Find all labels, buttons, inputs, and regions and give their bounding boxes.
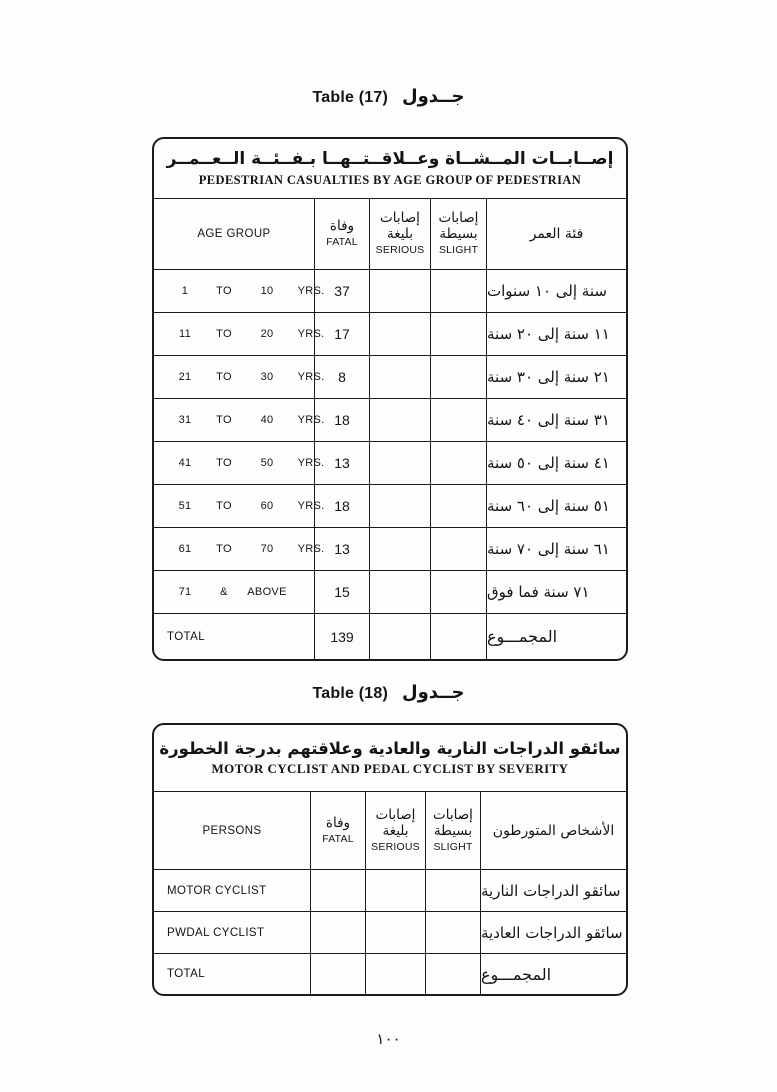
age-range-arabic: ٢١ سنة إلى ٣٠ سنة bbox=[486, 356, 626, 398]
fatal-value bbox=[310, 870, 365, 911]
fatal-value: 18 bbox=[314, 485, 369, 527]
table17-total-row bbox=[154, 613, 626, 659]
slight-value bbox=[430, 442, 486, 484]
table17-header-row bbox=[154, 198, 626, 269]
slight-value bbox=[430, 356, 486, 398]
slight-value bbox=[425, 870, 480, 911]
total-label-arabic: المجمـــوع bbox=[486, 614, 626, 659]
age-range: 11 TO 20 YRS. bbox=[178, 328, 325, 340]
serious-value bbox=[369, 313, 430, 355]
serious-value bbox=[369, 270, 430, 312]
age-range-arabic: ٥١ سنة إلى ٦٠ سنة bbox=[486, 485, 626, 527]
fatal-value: 17 bbox=[314, 313, 369, 355]
age-range: 41 TO 50 YRS. bbox=[178, 457, 325, 469]
page-number: ١٠٠ bbox=[376, 1030, 401, 1048]
serious-value bbox=[369, 442, 430, 484]
col-header-age-group: AGE GROUP bbox=[197, 228, 271, 240]
total-slight-value bbox=[430, 614, 486, 659]
table17-row-3 bbox=[154, 355, 626, 398]
slight-value bbox=[430, 270, 486, 312]
table18 bbox=[152, 723, 628, 996]
col-header-age-group-arabic: فئة العمر bbox=[486, 199, 626, 269]
total-slight-value bbox=[425, 954, 480, 994]
total-label-arabic: المجمـــوع bbox=[480, 954, 626, 994]
age-range: 61 TO 70 YRS. bbox=[178, 543, 325, 555]
age-range-arabic: ٤١ سنة إلى ٥٠ سنة bbox=[486, 442, 626, 484]
fatal-value: 8 bbox=[314, 356, 369, 398]
table17-row-5 bbox=[154, 441, 626, 484]
table17-row-8 bbox=[154, 570, 626, 613]
col-header-persons-arabic: الأشخاص المتورطون bbox=[480, 792, 626, 869]
table18-title-arabic: سائقو الدراجات النارية والعادية وعلاقتهم بدرجة الخطورة bbox=[159, 738, 621, 758]
table17 bbox=[152, 137, 628, 661]
col-header-slight: إصابات بسيطة SLIGHT bbox=[425, 792, 480, 869]
col-header-serious: إصابات بليغة SERIOUS bbox=[369, 199, 430, 269]
person-type-arabic: سائقو الدراجات النارية bbox=[480, 870, 626, 911]
age-range-arabic: ١١ سنة إلى ٢٠ سنة bbox=[486, 313, 626, 355]
slight-value bbox=[430, 313, 486, 355]
slight-value bbox=[430, 571, 486, 613]
fatal-value: 13 bbox=[314, 528, 369, 570]
person-type: PWDAL CYCLIST bbox=[167, 926, 265, 939]
fatal-value: 15 bbox=[314, 571, 369, 613]
serious-value bbox=[369, 528, 430, 570]
age-range-arabic: ٧١ سنة فما فوق bbox=[486, 571, 626, 613]
serious-value bbox=[365, 912, 425, 953]
table17-row-1 bbox=[154, 269, 626, 312]
col-header-serious: إصابات بليغة SERIOUS bbox=[365, 792, 425, 869]
table18-caption bbox=[0, 682, 777, 703]
table18-title-band bbox=[154, 725, 626, 791]
col-header-persons: PERSONS bbox=[202, 824, 262, 837]
age-range-arabic: سنة إلى ١٠ سنوات bbox=[486, 270, 626, 312]
total-serious-value bbox=[369, 614, 430, 659]
fatal-value: 13 bbox=[314, 442, 369, 484]
fatal-value: 37 bbox=[314, 270, 369, 312]
total-fatal-value bbox=[310, 954, 365, 994]
table18-row-2 bbox=[154, 911, 626, 953]
age-range: 51 TO 60 YRS. bbox=[178, 500, 325, 512]
table17-row-4 bbox=[154, 398, 626, 441]
age-range: 21 TO 30 YRS. bbox=[178, 371, 325, 383]
age-range: 31 TO 40 YRS. bbox=[178, 414, 325, 426]
age-range-arabic: ٣١ سنة إلى ٤٠ سنة bbox=[486, 399, 626, 441]
slight-value bbox=[430, 528, 486, 570]
total-fatal-value: 139 bbox=[314, 614, 369, 659]
table18-total-row bbox=[154, 953, 626, 994]
total-label: TOTAL bbox=[167, 968, 205, 980]
table17-row-6 bbox=[154, 484, 626, 527]
fatal-value bbox=[310, 912, 365, 953]
table18-row-1 bbox=[154, 869, 626, 911]
col-header-fatal: وفاة FATAL bbox=[314, 199, 369, 269]
table18-title-english: MOTOR CYCLIST AND PEDAL CYCLIST BY SEVERITY bbox=[211, 761, 569, 777]
table17-caption-en: Table (17) bbox=[312, 89, 388, 106]
age-range: 71 & ABOVE bbox=[178, 586, 287, 598]
table18-caption-ar: جــدول bbox=[402, 682, 465, 703]
table18-caption-en: Table (18) bbox=[312, 685, 388, 702]
age-range: 1 TO 10 YRS. bbox=[181, 285, 325, 297]
slight-value bbox=[430, 399, 486, 441]
serious-value bbox=[369, 356, 430, 398]
col-header-fatal: وفاة FATAL bbox=[310, 792, 365, 869]
serious-value bbox=[365, 870, 425, 911]
fatal-value: 18 bbox=[314, 399, 369, 441]
table17-title-arabic: إصــابــات المــشــاة وعــلاقــتــهــا بـفــئــة الــعــمــر bbox=[166, 149, 614, 170]
slight-value bbox=[425, 912, 480, 953]
serious-value bbox=[369, 485, 430, 527]
person-type: MOTOR CYCLIST bbox=[167, 884, 267, 897]
table17-title-english: PEDESTRIAN CASUALTIES BY AGE GROUP OF PEDESTRIAN bbox=[198, 172, 582, 187]
total-label: TOTAL bbox=[167, 630, 205, 643]
col-header-slight: إصابات بسيطة SLIGHT bbox=[430, 199, 486, 269]
serious-value bbox=[369, 399, 430, 441]
age-range-arabic: ٦١ سنة إلى ٧٠ سنة bbox=[486, 528, 626, 570]
table17-title-band bbox=[154, 139, 626, 198]
slight-value bbox=[430, 485, 486, 527]
table17-row-7 bbox=[154, 527, 626, 570]
person-type-arabic: سائقو الدراجات العادية bbox=[480, 912, 626, 953]
total-serious-value bbox=[365, 954, 425, 994]
table18-header-row bbox=[154, 791, 626, 869]
table17-caption-ar: جــدول bbox=[402, 86, 465, 107]
serious-value bbox=[369, 571, 430, 613]
table17-row-2 bbox=[154, 312, 626, 355]
table17-caption bbox=[0, 86, 777, 107]
